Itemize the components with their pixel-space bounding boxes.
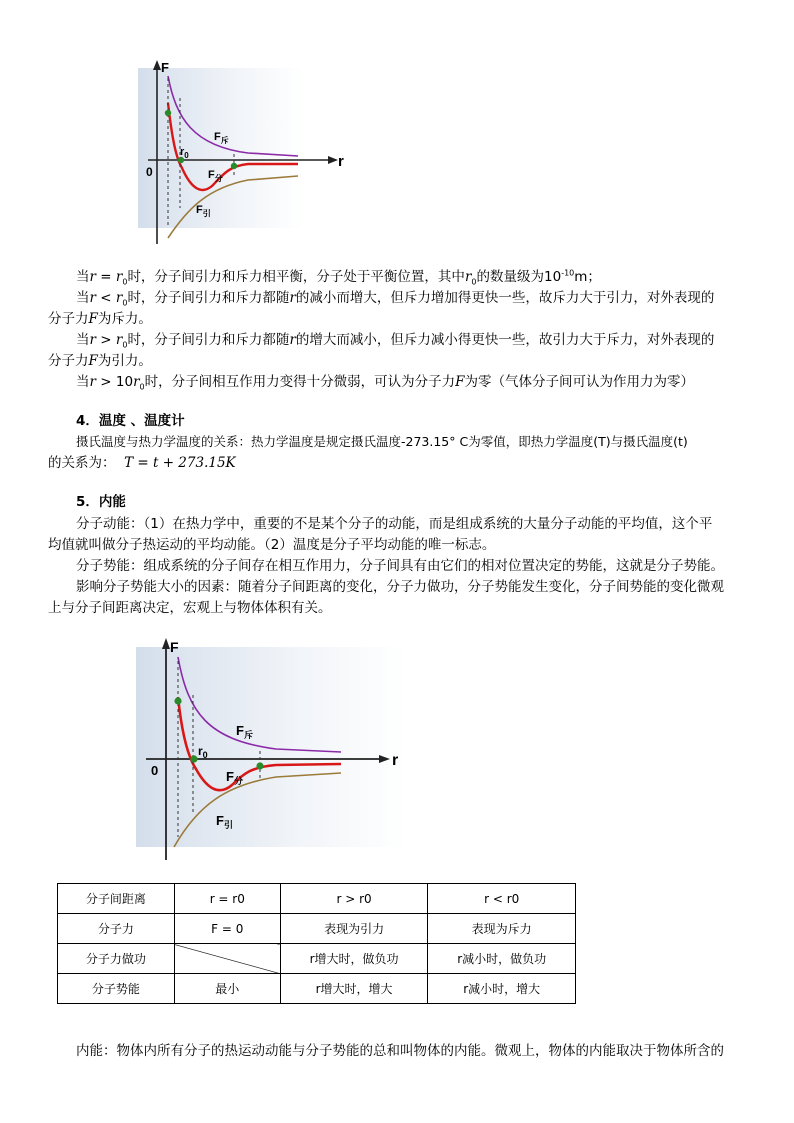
table-cell: r > r0 [280,884,428,914]
r-axis-label: r [338,153,344,170]
paragraph-less-than: 当$r < r_0$时，分子间引力和斥力都随r的减小而增大，但斥力增加得更快一些，故斥力大于引力，对外表现的 [76,290,715,308]
graph-background [136,647,406,847]
origin-label: 0 [146,165,153,179]
paragraph-temperature-formula: 的关系为： T = t + 273.15K [48,455,236,471]
origin-label: 0 [151,763,159,778]
table-row [58,914,576,944]
paragraph-greater-than-cont: 分子力F为引力。 [48,353,152,369]
repulsive-label: $F_斥$ [214,131,229,145]
table-row [58,884,576,914]
table-cell: 分子势能 [58,974,175,1004]
table-row [58,944,576,974]
paragraph-kinetic-2: 均值就叫做分子热运动的平均动能。（2）温度是分子平均动能的唯一标志。 [48,537,496,553]
r0-label: $r_0$ [198,744,208,760]
table-cell: r增大时，增大 [280,974,428,1004]
attractive-label: $F_引$ [196,204,211,218]
net-force-label: $F_分$ [208,169,223,183]
section-heading-temperature: 4．温度 、温度计 [76,413,185,429]
molecular-force-table [57,883,576,1004]
f-axis-label: F [170,639,179,655]
force-graph-1 [138,58,363,248]
paragraph-less-than-cont: 分子力F为斥力。 [48,311,152,327]
graph-background [138,68,303,228]
force-graph-2 [136,635,411,865]
table-cell: 表现为引力 [280,914,428,944]
attractive-label: $F_引$ [216,813,233,830]
paragraph-far: 当$r > 10r_0$时，分子间相互作用力变得十分微弱，可认为分子力F为零（气体分子间可认为作用力为零） [76,374,694,392]
r0-label: $r_0$ [180,146,189,160]
paragraph-greater-than: 当$r > r_0$时，分子间引力和斥力都随r的增大而减小，但斥力减小得更快一些，故引力大于斥力，对外表现的 [76,332,715,350]
point-marker [256,762,263,769]
paragraph-temperature: 摄氏温度与热力学温度的关系：热力学温度是规定摄氏温度-273.15° C为零值，即热力学温度(T)与摄氏温度(t) [76,434,688,449]
paragraph-internal-energy: 内能：物体内所有分子的热运动动能与分子势能的总和叫物体的内能。微观上，物体的内能取决于物体所含的 [76,1043,724,1059]
point-marker [165,110,171,116]
table-cell: r增大时，做负功 [280,944,428,974]
table-cell: 分子力做功 [58,944,175,974]
table-cell: r减小时，做负功 [428,944,576,974]
table-row [58,974,576,1004]
paragraph-factors-1: 影响分子势能大小的因素：随着分子间距离的变化，分子力做功，分子势能发生变化，分子间势能的变化微观 [76,579,724,595]
table-cell: 表现为斥力 [428,914,576,944]
f-axis-arrow [153,60,161,70]
r-axis-label: r [392,752,399,769]
r-axis-arrow [328,156,338,164]
table-cell-diagonal [174,944,280,974]
table-cell: 分子力 [58,914,175,944]
table-cell: F = 0 [174,914,280,944]
point-marker [174,697,181,704]
paragraph-equilibrium: 当$r = r_0$时，分子间引力和斥力相平衡，分子处于平衡位置，其中$r_0$的数量级为$10^{-10}m$； [76,268,601,287]
table-cell: 最小 [174,974,280,1004]
point-marker [231,163,237,169]
table-cell: r = r0 [174,884,280,914]
f-axis-arrow [162,638,170,649]
f-axis-label: F [161,60,169,75]
paragraph-factors-2: 上与分子间距离决定，宏观上与物体体积有关。 [48,600,332,616]
paragraph-kinetic-1: 分子动能：（1）在热力学中，重要的不是某个分子的动能，而是组成系统的大量分子动能的平均值，这个平 [76,516,713,532]
temperature-formula: T = t + 273.15K [124,455,236,471]
paragraph-potential: 分子势能：组成系统的分子间存在相互作用力，分子间具有由它们的相对位置决定的势能，这就是分子势能。 [76,558,724,574]
table-cell: r减小时，增大 [428,974,576,1004]
point-marker [190,755,197,762]
table-cell: 分子间距离 [58,884,175,914]
table-cell: r < r0 [428,884,576,914]
net-force-label: $F_分$ [226,769,243,786]
section-heading-internal-energy: 5．内能 [76,494,126,510]
repulsive-label: $F_斥$ [236,723,253,740]
